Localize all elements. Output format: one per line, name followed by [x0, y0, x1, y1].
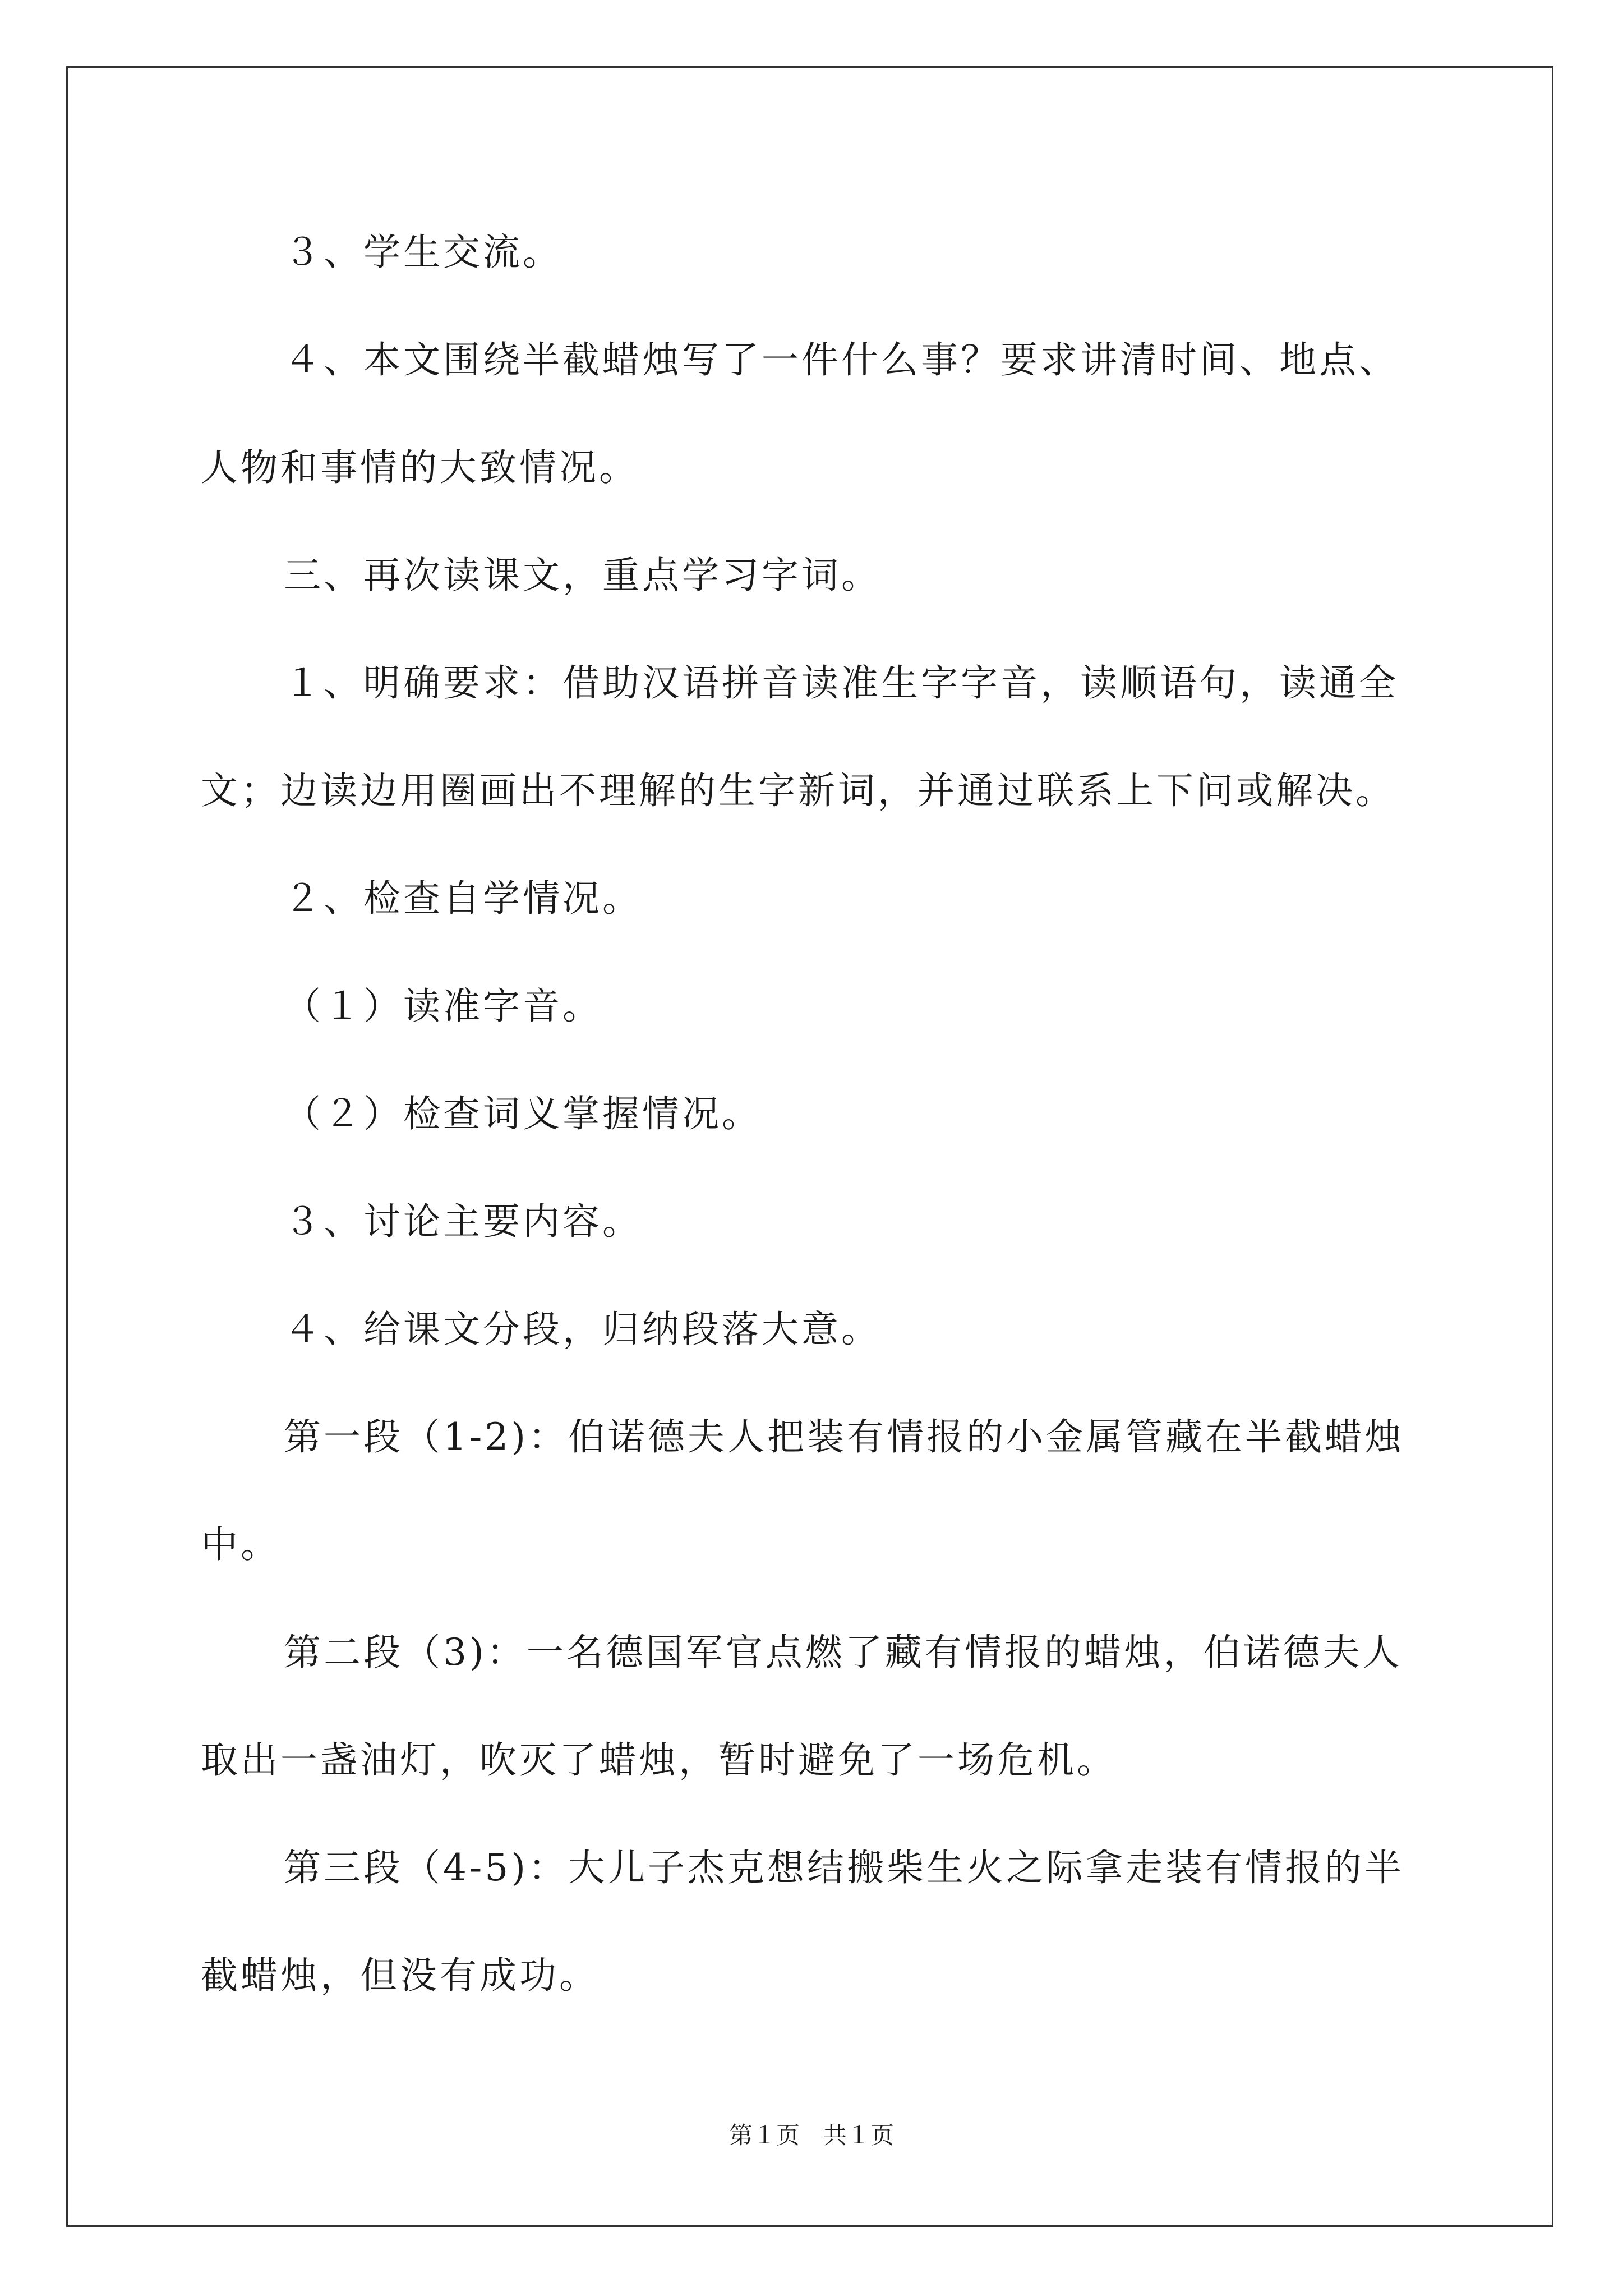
text-line: 第三段（4-5)：大儿子杰克想结搬柴生火之际拿走装有情报的半 — [284, 1846, 1405, 1889]
text-line: ４、本文围绕半截蜡烛写了一件什么事？要求讲清时间、地点、 — [284, 338, 1399, 381]
paragraph — [201, 1814, 1435, 2030]
text-line: 第一段（1-2)：伯诺德夫人把装有情报的小金属管藏在半截蜡烛 — [284, 1415, 1405, 1458]
paragraph — [201, 1060, 1435, 1168]
text-line: 人物和事情的大致情况。 — [201, 446, 639, 489]
paragraph — [201, 199, 1435, 306]
paragraph — [201, 1599, 1435, 1814]
text-line: ３、学生交流。 — [284, 231, 562, 274]
text-line: 第二段（3)：一名德国军官点燃了藏有情报的蜡烛，伯诺德夫人 — [284, 1631, 1403, 1674]
page-number-footer: 第１页 共１页 — [728, 2122, 894, 2149]
text-line: 取出一盏油灯，吹灭了蜡烛，暂时避免了一场危机。 — [201, 1738, 1117, 1782]
text-line: 截蜡烛，但没有成功。 — [201, 1954, 599, 1997]
paragraph — [201, 629, 1435, 845]
paragraph — [201, 522, 1435, 629]
paragraph — [201, 1168, 1435, 1276]
text-line: ２、检查自学情况。 — [284, 877, 642, 920]
text-line: 中。 — [201, 1523, 280, 1566]
text-line: ４、给课文分段，归纳段落大意。 — [284, 1308, 881, 1351]
text-line: 三、再次读课文，重点学习字词。 — [284, 554, 881, 597]
text-line: ３、讨论主要内容。 — [284, 1200, 642, 1243]
paragraph — [201, 1383, 1435, 1599]
paragraph — [201, 1276, 1435, 1383]
paragraph — [201, 306, 1435, 522]
paragraph — [201, 953, 1435, 1060]
text-line: （２）检查词义掌握情况。 — [284, 1092, 762, 1135]
text-line: （１）读准字音。 — [284, 984, 602, 1028]
paragraph — [201, 845, 1435, 953]
text-line: １、明确要求：借助汉语拼音读准生字字音，读顺语句，读通全 — [284, 661, 1399, 705]
text-line: 文；边读边用圈画出不理解的生字新词，并通过联系上下问或解决。 — [201, 769, 1395, 812]
